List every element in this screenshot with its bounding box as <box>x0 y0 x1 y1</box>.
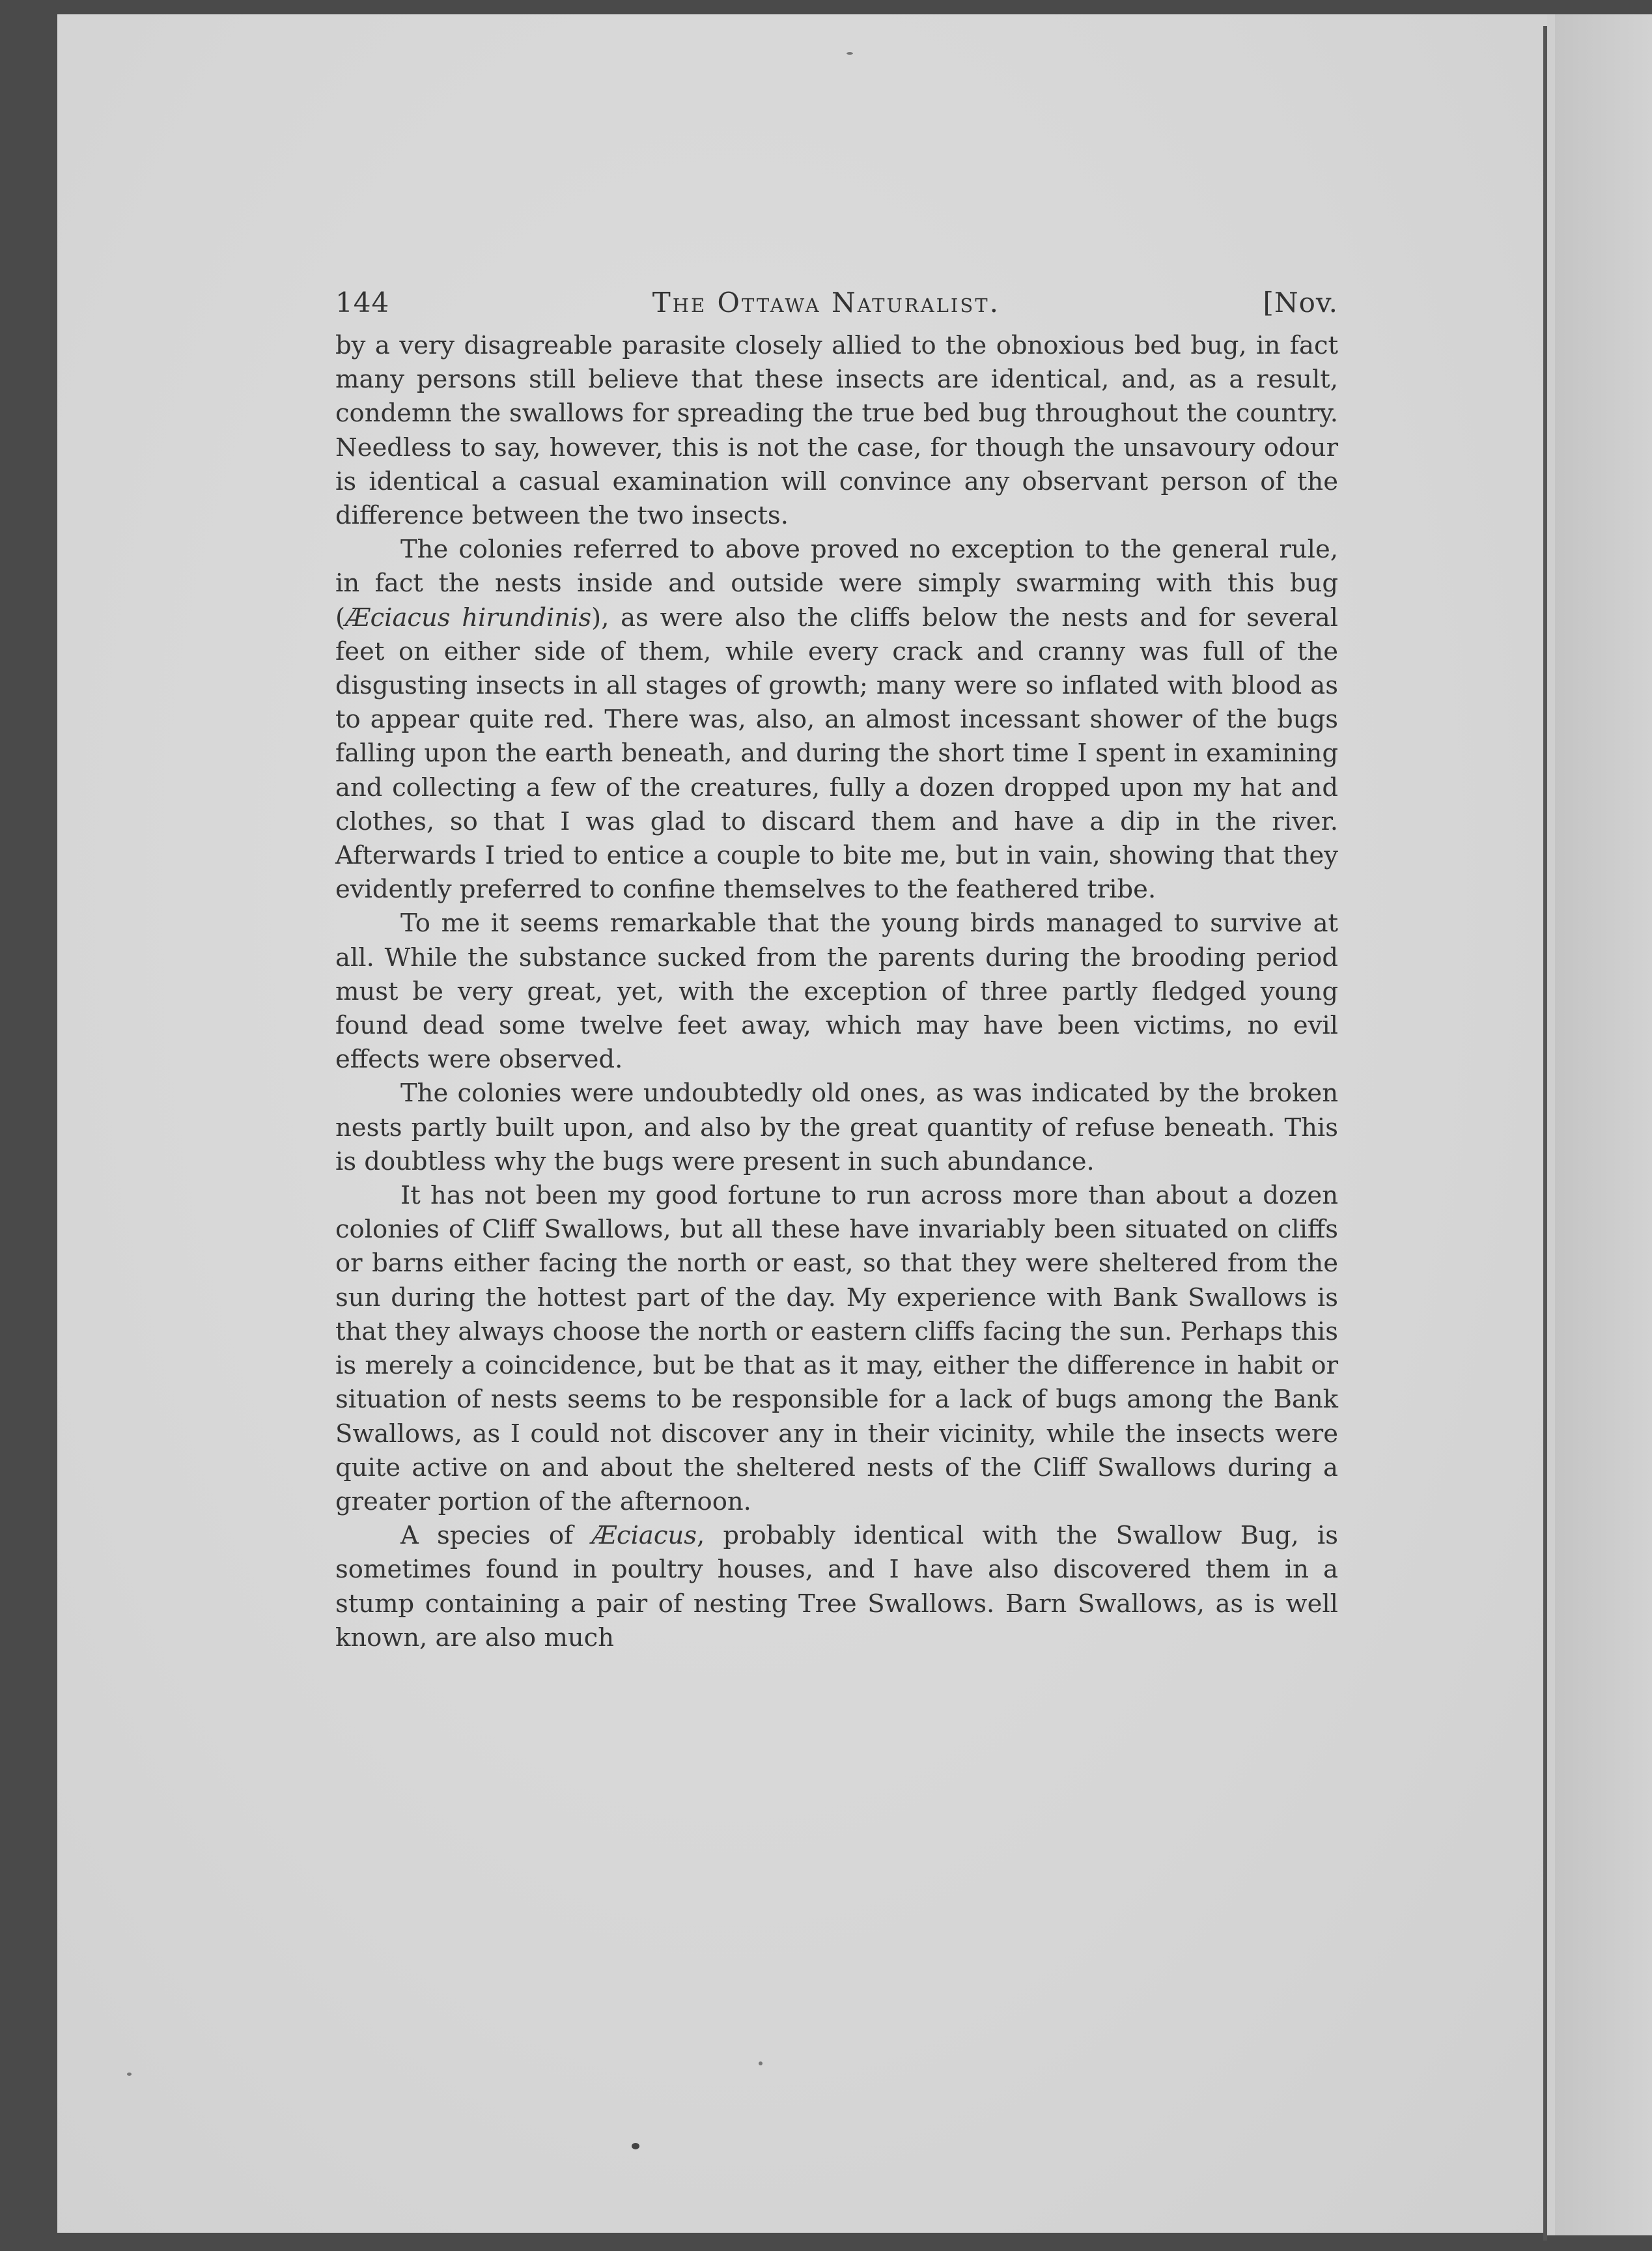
body-paragraph <box>335 1179 1338 1519</box>
body-paragraph <box>335 329 1338 533</box>
body-paragraph <box>335 907 1338 1077</box>
paragraph-text: The colonies referred to above proved no exception to the general rule, in fact the nests inside and outside were simply swarming with this bug ( <box>335 535 1338 632</box>
page-binding-edge <box>1543 26 1547 2241</box>
paragraph-text: ), as were also the cliffs below the nests and for several feet on either side of them, while every crack and cranny was full of the disgusting insects in all stages of growth; many were so inflated with blood as to appear quite red. There was, also, an almost incessant shower of the bugs falling upon the earth beneath, and during the short time I spent in examining and collecting a few of the creatures, fully a dozen dropped upon my hat and clothes, so that I was glad to discard them and have a dip in the river. Afterwards I tried to entice a couple to bite me, but in vain, showing that they evidently preferred to confine themselves to the feathered tribe. <box>335 602 1338 905</box>
dust-speck <box>759 2061 763 2065</box>
body-paragraph <box>335 1077 1338 1179</box>
paragraph-text: , probably identical with the Swallow Bug, is sometimes found in poultry houses, and I have also discovered them in a stump containing a pair of nesting Tree Swallows. Barn Swallows, as is well known, are also much <box>335 1521 1338 1652</box>
paragraph-text: by a very disagreable parasite closely allied to the obnoxious bed bug, in fact many persons still believe that these insects are identical, and, as a result, condemn the swallows for spreading the true bed bug throughout the country. Needless to say, however, this is not the case, for though the unsavoury odour is identical a casual examination will convince any observant person of the difference between the two insects. <box>335 331 1338 531</box>
dust-speck <box>632 2143 639 2149</box>
genus-name: Æciacus <box>591 1521 697 1551</box>
dust-speck <box>847 52 853 55</box>
issue-month: [Nov. <box>1263 287 1338 319</box>
species-name: Æciacus hirundinis <box>345 602 592 632</box>
running-head <box>335 287 1338 319</box>
paragraph-text: To me it seems remarkable that the young birds managed to survive at all. While the substance sucked from the parents during the brooding period must be very great, yet, with the exception of three partly fledged young found dead some twelve feet away, which may have been victims, no evil effects were observed. <box>335 909 1338 1075</box>
journal-title: The Ottawa Naturalist. <box>652 287 1000 319</box>
paragraph-text: A species of <box>400 1521 592 1551</box>
paragraph-text: The colonies were undoubtedly old ones, as was indicated by the broken nests partly built upon, and also by the great quantity of refuse beneath. This is doubtless why the bugs were present in such abundance. <box>335 1079 1338 1176</box>
page-text-block <box>335 287 1338 1655</box>
facing-page-edge <box>1555 14 1652 2235</box>
body-paragraph <box>335 533 1338 907</box>
body-paragraph <box>335 1519 1338 1655</box>
paragraph-text: It has not been my good fortune to run across more than about a dozen colonies of Cliff Swallows, but all these have invariably been situated on cliffs or barns either facing the north or east, so that they were sheltered from the sun during the hottest part of the day. My experience with Bank Swallows is that they always choose the north or eastern cliffs facing the sun. Perhaps this is merely a coincidence, but be that as it may, either the difference in habit or situation of nests seems to be responsible for a lack of bugs among the Bank Swallows, as I could not discover any in their vicinity, while the insects were quite active on and about the sheltered nests of the Cliff Swallows during a greater portion of the afternoon. <box>335 1181 1338 1516</box>
page-number: 144 <box>335 287 390 319</box>
dust-speck <box>127 2073 132 2076</box>
